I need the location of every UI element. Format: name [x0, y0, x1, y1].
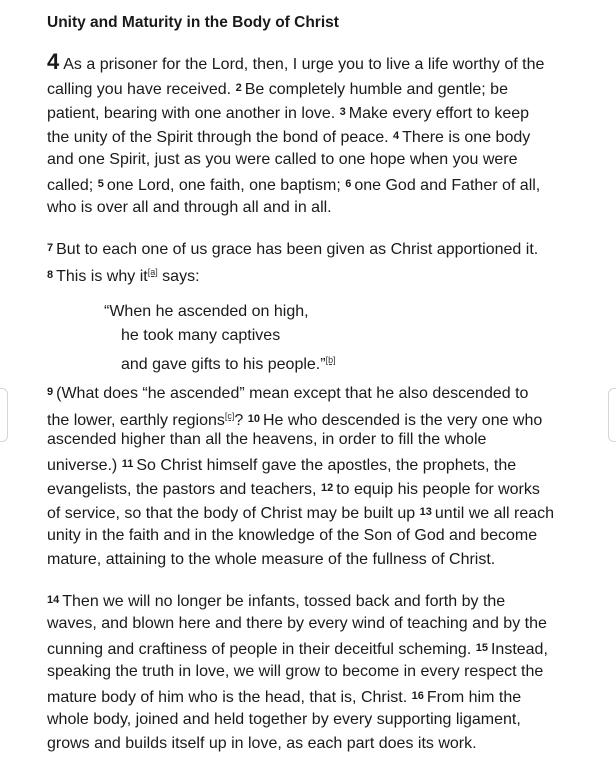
next-page-tab[interactable]	[608, 388, 616, 442]
text-line: ascended higher than all the heavens, in order to fill the whole	[47, 431, 487, 448]
verse-number: 16	[411, 690, 424, 702]
text-line: universe.) 11 So Christ himself gave the apostles, the prophets, the	[47, 457, 517, 474]
text-line: evangelists, the pastors and teachers, 12 to equip his people for works	[47, 481, 540, 498]
verse-number: 2	[235, 82, 242, 94]
text-line: mature, attaining to the whole measure of the fullness of Christ.	[47, 551, 496, 568]
verse-number: 15	[475, 642, 488, 654]
text-line: calling you have received. 2 Be completely humble and gentle; be	[47, 81, 508, 98]
verse-number: 14	[47, 594, 60, 606]
paragraph-3	[47, 380, 579, 572]
verse-number: 10	[247, 413, 260, 425]
text-line: 9 (What does “he ascended” mean except that he also descended to	[47, 385, 529, 402]
verse-number: 8	[47, 269, 54, 281]
chapter-number: 4	[47, 49, 60, 74]
paragraph-4	[47, 588, 579, 756]
text-line: 14 Then we will no longer be infants, tossed back and forth by the	[47, 593, 506, 610]
text-line: the unity of the Spirit through the bond of peace. 4 There is one body	[47, 129, 531, 146]
text-line: waves, and blown here and there by every wind of teaching and by the	[47, 615, 547, 632]
text-line: grows and builds itself up in love, as each part does its work.	[47, 735, 477, 752]
verse-number: 11	[121, 458, 134, 470]
verse-number: 13	[419, 506, 432, 518]
text-line: 4 As a prisoner for the Lord, then, I urge you to live a life worthy of the	[47, 49, 545, 74]
text-line: mature body of him who is the head, that is, Christ. 16 From him the	[47, 689, 522, 706]
verse-number: 3	[339, 106, 346, 118]
text-line: whole body, joined and held together by every supporting ligament,	[47, 711, 521, 728]
text-line: 8 This is why it[a] says:	[47, 267, 200, 285]
poem-line: “When he ascended on high,	[104, 303, 309, 320]
poem-line: he took many captives	[121, 327, 281, 344]
section-heading: Unity and Maturity in the Body of Christ	[47, 14, 339, 31]
text-line: cunning and craftiness of people in their deceitful scheming. 15 Instead,	[47, 641, 548, 658]
text-line: of service, so that the body of Christ may be built up 13 until we all reach	[47, 505, 555, 522]
text-line: called; 5 one Lord, one faith, one baptism; 6 one God and Father of all,	[47, 177, 541, 194]
text-line: and one Spirit, just as you were called to one hope when you were	[47, 151, 518, 168]
footnote-link[interactable]: [b]	[325, 355, 336, 365]
verse-number: 5	[97, 178, 104, 190]
text-line: patient, bearing with one another in love. 3 Make every effort to keep	[47, 105, 530, 122]
paragraph-2	[47, 236, 579, 284]
paragraph-1	[47, 49, 579, 220]
text-line: 7 But to each one of us grace has been given as Christ apportioned it.	[47, 241, 539, 258]
verse-number: 7	[47, 242, 54, 254]
verse-number: 12	[320, 482, 334, 494]
verse-number: 4	[393, 130, 400, 142]
poetry-quote	[104, 300, 336, 372]
previous-page-tab[interactable]	[0, 388, 8, 442]
text-line: unity in the faith and in the knowledge of the Son of God and become	[47, 527, 538, 544]
verse-number: 9	[47, 386, 54, 398]
verse-number: 6	[345, 178, 352, 190]
text-line: the lower, earthly regions[c]? 10 He who descended is the very one who	[47, 411, 543, 429]
footnote-link[interactable]: [a]	[147, 267, 158, 277]
text-line: who is over all and through all and in all.	[47, 199, 332, 216]
text-line: speaking the truth in love, we will grow to become in every respect the	[47, 663, 544, 680]
poem-line: and gave gifts to his people.”[b]	[121, 355, 336, 373]
footnote-link[interactable]: [c]	[224, 411, 235, 421]
